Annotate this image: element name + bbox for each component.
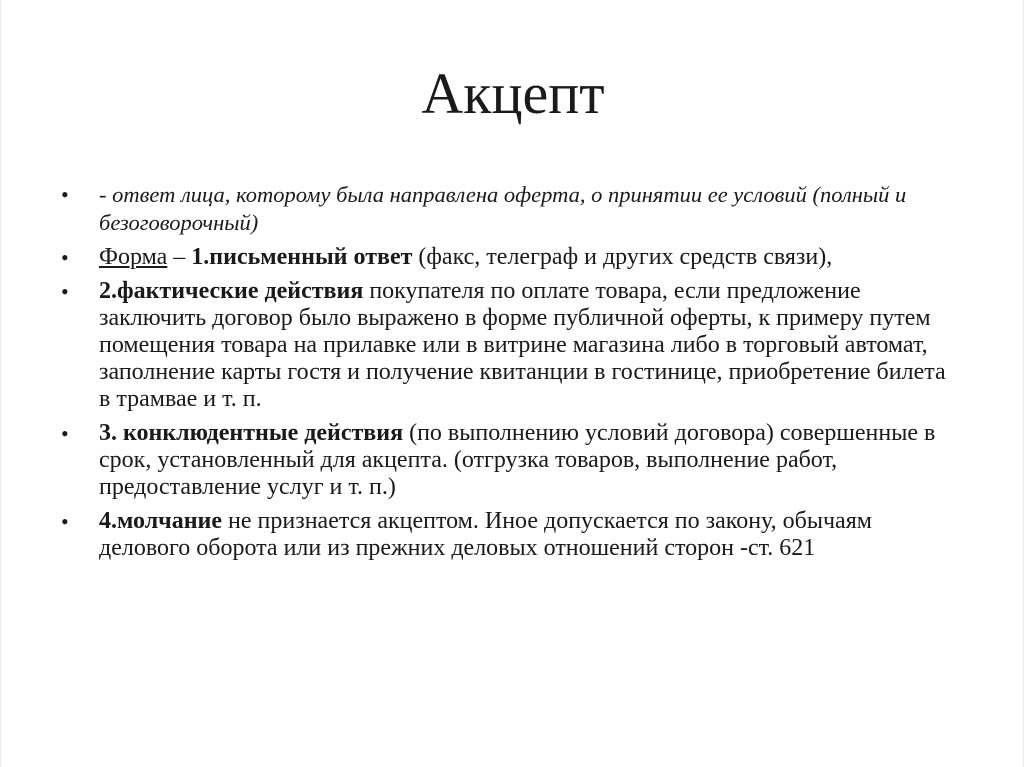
actual-actions-rest: покупателя по оплате товара, если предложение заключить договор было выражено в форме публичной оферты, к примеру путем помещения товара на прилавке или в витрине магазина либо в торговый автомат, заполнение карты гостя и получение квитанции в гостинице, приобретение билета в трамвае и т. п.	[99, 278, 946, 412]
conclusive-actions-text	[99, 420, 935, 500]
bullet-item-actual-actions	[61, 278, 961, 413]
definition-text: - ответ лица, которому была направлена оферта, о принятии ее условий (полный и безоговорочный)	[99, 182, 907, 235]
bullet-icon: •	[61, 421, 69, 446]
silence-heading: 4.молчание	[99, 508, 223, 534]
actual-actions-text	[99, 278, 946, 412]
slide-title: Акцепт	[421, 61, 605, 126]
bullet-icon: •	[61, 245, 69, 270]
form-written-rest: (факс, телеграф и других средств связи),	[412, 244, 833, 270]
form-dash: –	[167, 244, 192, 270]
form-text	[99, 244, 832, 270]
actual-actions-heading: 2.фактические действия	[99, 278, 364, 304]
bullet-item-conclusive-actions	[61, 420, 961, 501]
silence-rest: не признается акцептом. Иное допускается по закону, обычаям делового оборота или из прежних деловых отношений сторон -ст. 621	[99, 508, 872, 561]
bullet-icon: •	[61, 182, 69, 207]
bullet-icon: •	[61, 509, 69, 534]
form-label: Форма	[99, 244, 168, 270]
bullet-list	[61, 181, 961, 569]
conclusive-actions-heading: 3. конклюдентные действия	[99, 420, 404, 446]
bullet-icon: •	[61, 279, 69, 304]
silence-text	[99, 508, 872, 561]
bullet-item-form	[61, 244, 961, 271]
bullet-item-silence	[61, 508, 961, 562]
form-written-answer: 1.письменный ответ	[191, 244, 413, 270]
conclusive-actions-rest: (по выполнению условий договора) совершенные в срок, установленный для акцепта. (отгрузка товаров, выполнение работ, предоставление услуг и т. п.)	[99, 420, 936, 500]
bullet-item-definition	[61, 181, 961, 237]
